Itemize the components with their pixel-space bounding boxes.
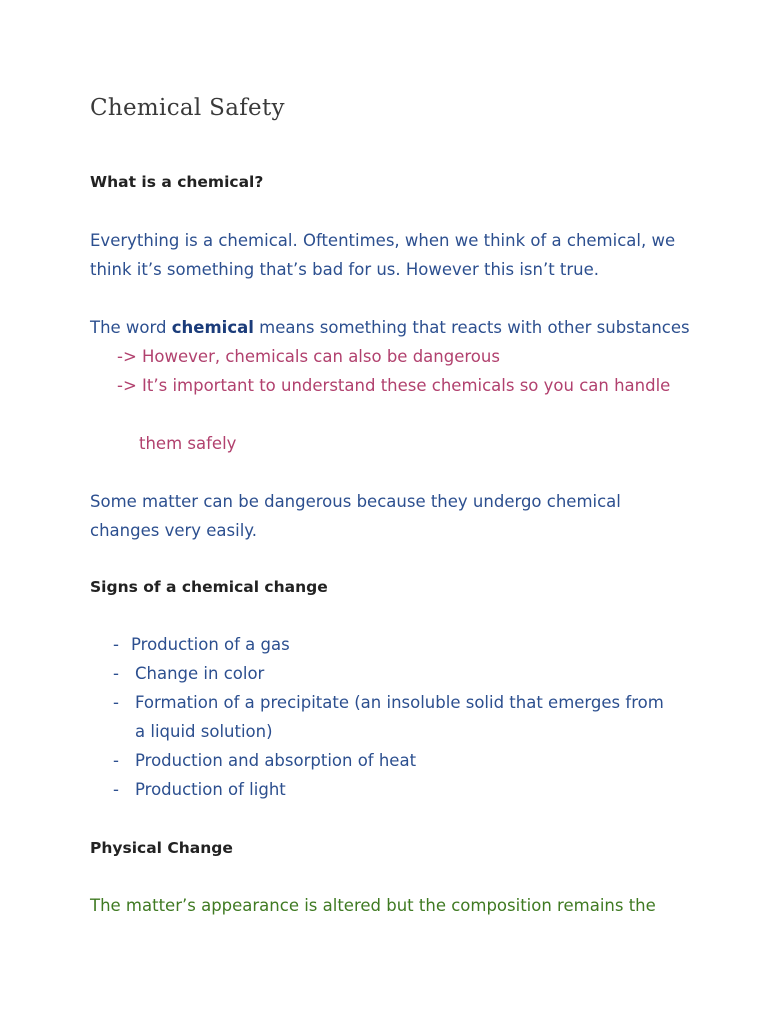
list-item: Change in color — [135, 664, 265, 683]
list-item: Production of a gas — [131, 635, 290, 654]
list-item: Production of light — [135, 780, 286, 799]
paragraph-2 — [90, 313, 690, 342]
bullet-marker: - — [113, 780, 119, 799]
paragraph-1-line-2: think it’s something that’s bad for us. However this isn’t true. — [90, 260, 600, 279]
paragraph-1-line-1: Everything is a chemical. Oftentimes, when we think of a chemical, we — [90, 231, 676, 250]
list-item: Production and absorption of heat — [135, 751, 417, 770]
bullet-marker: - — [113, 751, 119, 770]
paragraph-3-line-2: changes very easily. — [90, 521, 257, 540]
page-title: Chemical Safety — [90, 95, 285, 121]
arrow-note-2: -> It’s important to understand these chemicals so you can handle — [117, 376, 671, 395]
arrow-note-2-continued: them safely — [139, 434, 237, 453]
physical-change-line-1: The matter’s appearance is altered but the composition remains the — [90, 896, 656, 915]
bullet-marker: - — [113, 635, 119, 654]
arrow-note-1: -> However, chemicals can also be dangerous — [117, 347, 500, 366]
paragraph-2-after: means something that reacts with other substances — [253, 318, 690, 337]
list-item-continued: a liquid solution) — [135, 722, 273, 741]
heading-signs-of-chemical-change: Signs of a chemical change — [90, 578, 328, 596]
list-item: Formation of a precipitate (an insoluble solid that emerges from — [135, 693, 664, 712]
paragraph-2-before: The word — [90, 318, 172, 337]
term-chemical: chemical — [171, 318, 254, 337]
bullet-marker: - — [113, 693, 119, 712]
bullet-marker: - — [113, 664, 119, 683]
paragraph-3-line-1: Some matter can be dangerous because they undergo chemical — [90, 492, 621, 511]
heading-physical-change: Physical Change — [90, 839, 233, 857]
heading-what-is-chemical: What is a chemical? — [90, 173, 264, 191]
